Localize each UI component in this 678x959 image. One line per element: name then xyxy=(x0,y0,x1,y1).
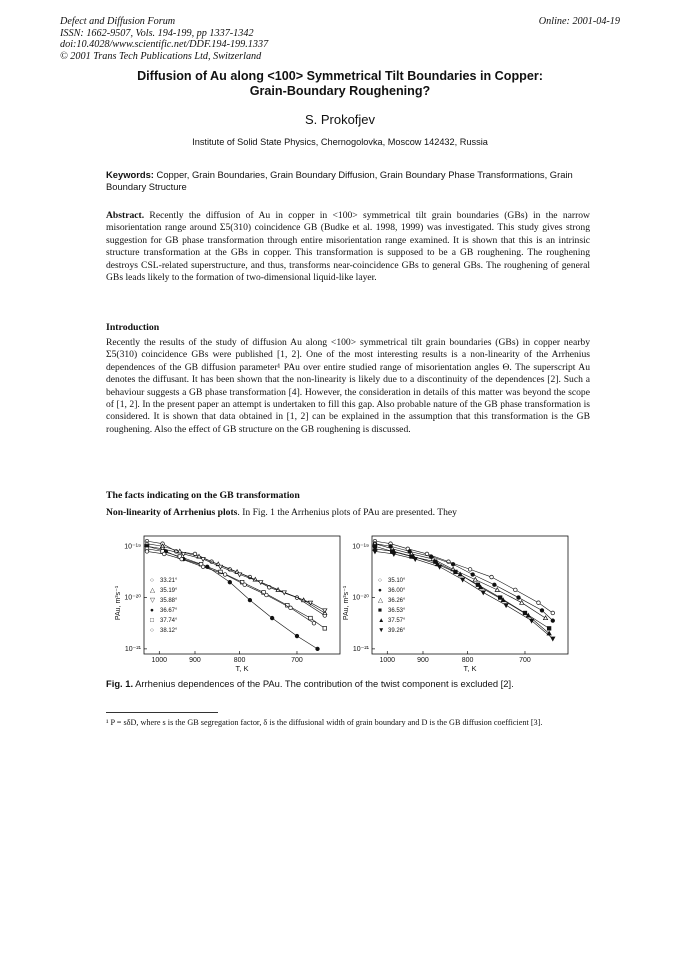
data-point xyxy=(504,604,508,608)
x-tick-label: 700 xyxy=(519,657,531,664)
data-point xyxy=(323,627,327,631)
data-point xyxy=(471,573,475,577)
data-point xyxy=(473,577,477,581)
legend-marker: ○ xyxy=(378,577,382,584)
paper-title xyxy=(60,69,620,99)
data-point xyxy=(437,565,441,569)
figure-caption-text: Arrhenius dependences of the PAu. The contribution of the twist component is excluded [2]. xyxy=(133,678,514,689)
data-point xyxy=(308,601,312,605)
data-point xyxy=(551,637,555,641)
legend-label: 36.00° xyxy=(388,588,406,594)
keywords-text: Copper, Grain Boundaries, Grain Boundary Diffusion, Grain Boundary Phase Transformations, Grain Boundary Structure xyxy=(106,169,573,192)
data-point xyxy=(228,580,232,584)
x-tick-label: 1000 xyxy=(379,657,396,664)
nonlinearity-text: . In Fig. 1 the Arrhenius plots of PAu are presented. They xyxy=(237,507,457,518)
legend-label: 35.19° xyxy=(160,588,178,594)
title-line-1: Diffusion of Au along <100> Symmetrical Tilt Boundaries in Copper: xyxy=(137,69,543,83)
figure-caption-label: Fig. 1. xyxy=(106,678,134,689)
y-tick-label: 10⁻²⁰ xyxy=(124,594,141,602)
keywords-label: Keywords: xyxy=(106,169,154,180)
x-axis-label: T, K xyxy=(235,664,249,673)
data-point xyxy=(309,616,313,620)
y-axis-label: PAu, m³s⁻¹ xyxy=(115,585,122,621)
data-point xyxy=(289,606,293,610)
legend-label: 37.74° xyxy=(160,618,178,624)
abstract-label: Abstract. xyxy=(106,210,145,221)
data-point xyxy=(543,616,547,620)
data-point xyxy=(517,596,521,600)
arrhenius-panel-1 xyxy=(144,536,340,654)
data-point xyxy=(145,550,149,554)
abstract-text: Recently the diffusion of Au in copper in <100> symmetrical tilt grain boundaries (GBs) in the narrow misorientation range around Σ5(310) coincidence GB (Budke et al. 1998, 1999) was investigated. This study gives strong suggestion for GB phase transformation through entire misorientation range examined. It is shown that this is an intrinsic structure transformation at the GBs in copper. This transformation is supposed to be a GB roughening. The roughening destroys CSL-related superstructure, and thus, transforms near-coincidence GBs to general GBs. The roughening of general GBs leads likely to the formation of two-dimensional liquid-like layer. xyxy=(106,210,590,284)
figure-1 xyxy=(104,530,590,676)
x-tick-label: 900 xyxy=(189,657,201,664)
legend-label: 33.21° xyxy=(160,578,178,584)
data-point xyxy=(295,634,299,638)
legend-label: 36.53° xyxy=(388,608,406,614)
plot-frame xyxy=(144,536,340,654)
legend-label: 35.10° xyxy=(388,578,406,584)
figure-caption xyxy=(106,678,606,689)
x-tick-label: 800 xyxy=(233,657,246,664)
journal-issn: ISSN: 1662-9507, Vols. 194-199, pp 1337-1342 xyxy=(60,27,254,39)
data-point xyxy=(201,557,205,561)
legend-marker: △ xyxy=(150,587,155,594)
data-point xyxy=(316,647,320,651)
y-tick-label: 10⁻¹⁹ xyxy=(124,543,141,551)
nonlinearity-paragraph xyxy=(106,507,590,519)
data-point xyxy=(547,627,551,631)
legend-marker: ■ xyxy=(378,607,382,614)
journal-header xyxy=(60,16,620,62)
x-tick-label: 700 xyxy=(291,657,303,664)
data-point xyxy=(265,593,269,597)
legend-label: 36.67° xyxy=(160,608,178,614)
x-tick-label: 1000 xyxy=(151,657,168,664)
data-point xyxy=(481,591,485,595)
keywords xyxy=(106,169,590,192)
introduction-text: Recently the results of the study of diffusion Au along <100> symmetrical tilt grain boundaries (GBs) in copper nearby Σ5(310) coincidence GBs were published [1, 2]. One of the most interesting results is a non-linearity of the Arrhenius dependences of the GB diffusion parameter¹ PAu over entire studied range of misorientation angles Θ. The superscript Au denotes the diffusant. It has been shown that the non-linearity is likely due to a discontinuity of the dependences [2]. Such a behaviour suggests a GB phase transformation [4]. However, the consideration in details of this matter was beyond the scope of [1, 2]. In the present paper an attempt is undertaken to fill this gap. Also probable nature of the GB phase transformation is considered. It is shown that data obtained in [1, 2] can be explained in the assumption that this transformation is the GB roughening. Also the effect of GB structure on the GB roughening is discussed. xyxy=(106,337,590,435)
data-point xyxy=(451,562,455,566)
title-line-2: Grain-Boundary Roughening? xyxy=(249,84,431,98)
legend-marker: ○ xyxy=(150,577,154,584)
affiliation: Institute of Solid State Physics, Chernogolovka, Moscow 142432, Russia xyxy=(192,137,488,147)
data-point xyxy=(520,600,524,604)
data-point xyxy=(493,583,497,587)
data-point xyxy=(551,611,555,615)
journal-copyright: © 2001 Trans Tech Publications Ltd, Switzerland xyxy=(60,50,262,62)
journal-doi: doi:10.4028/www.scientific.net/DDF.194-199.1337 xyxy=(60,39,269,51)
legend-label: 37.57° xyxy=(388,618,406,624)
x-tick-label: 800 xyxy=(461,657,474,664)
author: S. Prokofjev xyxy=(304,112,376,127)
legend-marker: ○ xyxy=(150,627,154,634)
data-point xyxy=(312,621,316,625)
data-point xyxy=(458,572,462,576)
footnote: ¹ P = sδD, where s is the GB segregation factor, δ is the diffusional width of grain boundary and D is the GB diffusion coefficient [3]. xyxy=(106,718,543,727)
data-point xyxy=(162,552,166,556)
y-tick-label: 10⁻²¹ xyxy=(352,645,369,653)
arrhenius-panel-2 xyxy=(372,536,568,654)
online-date: Online: 2001-04-19 xyxy=(538,16,620,27)
legend-label: 36.26° xyxy=(388,598,406,604)
y-axis-label: PAu, m³s⁻¹ xyxy=(343,585,350,621)
x-axis-label: T, K xyxy=(463,664,477,673)
series-line xyxy=(375,551,553,638)
data-point xyxy=(540,609,544,613)
y-tick-label: 10⁻²¹ xyxy=(124,645,141,653)
legend-marker: ▼ xyxy=(378,627,385,634)
data-point xyxy=(537,601,541,605)
legend-label: 39.26° xyxy=(388,628,406,634)
legend-marker: ▲ xyxy=(378,617,385,624)
legend-marker: ● xyxy=(378,587,382,594)
journal-name: Defect and Diffusion Forum xyxy=(60,16,176,27)
legend-marker: □ xyxy=(150,617,154,624)
data-point xyxy=(461,578,465,582)
y-tick-label: 10⁻¹⁹ xyxy=(352,543,369,551)
data-point xyxy=(223,573,227,577)
section-heading-facts: The facts indicating on the GB transformation xyxy=(106,490,300,501)
section-heading-introduction: Introduction xyxy=(106,322,160,333)
data-point xyxy=(201,565,205,569)
footnote-divider xyxy=(106,712,218,713)
legend-label: 38.12° xyxy=(160,628,178,634)
nonlinearity-label: Non-linearity of Arrhenius plots xyxy=(106,507,238,518)
legend-label: 35.88° xyxy=(160,598,178,604)
abstract xyxy=(106,210,590,284)
legend-marker: ● xyxy=(150,607,154,614)
data-point xyxy=(551,619,555,623)
data-point xyxy=(490,575,494,579)
legend-marker: ▽ xyxy=(150,597,155,604)
data-point xyxy=(248,598,252,602)
legend-marker: △ xyxy=(378,597,383,604)
data-point xyxy=(243,583,247,587)
data-point xyxy=(495,588,499,592)
data-point xyxy=(468,568,472,572)
data-point xyxy=(270,616,274,620)
x-tick-label: 900 xyxy=(417,657,429,664)
y-tick-label: 10⁻²⁰ xyxy=(352,594,369,602)
data-point xyxy=(180,557,184,561)
data-point xyxy=(514,588,518,592)
